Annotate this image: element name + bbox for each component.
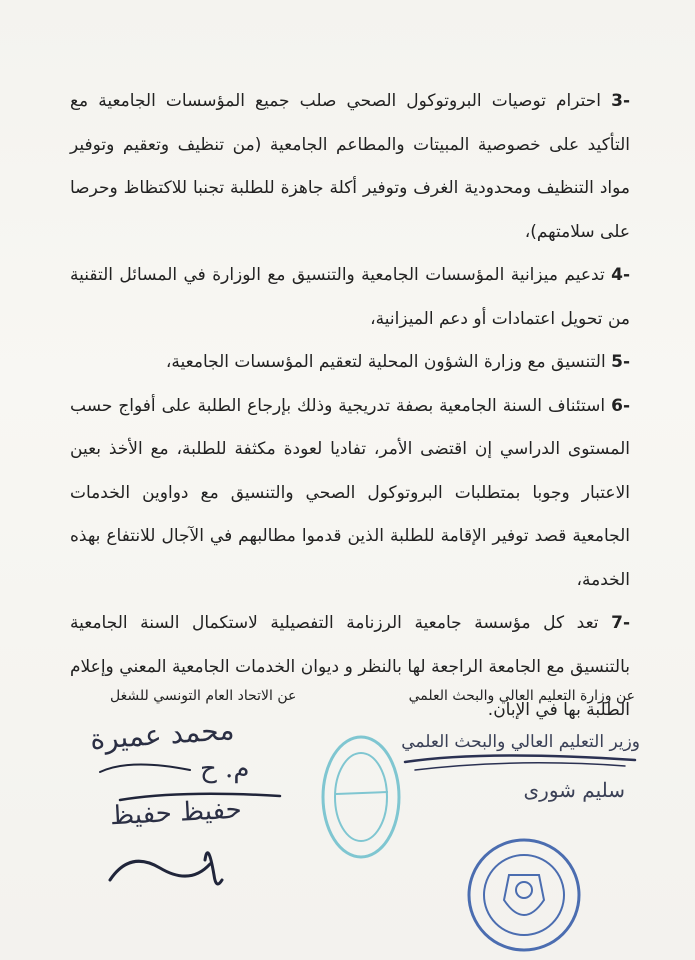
- handwritten-signature-2: م. ح: [200, 754, 250, 784]
- handwritten-signature-3: حفيظ حفيظ: [109, 794, 243, 832]
- ministry-stamp: [464, 835, 584, 955]
- union-signature-label: عن الاتحاد العام التونسي للشغل: [110, 688, 297, 704]
- paragraph-text: احترام توصيات البروتوكول الصحي صلب جميع المؤسسات الجامعية مع التأكيد على خصوصية المبيتات والمطاعم الجامعية (من تنظيف وتعقيم وتوفير مواد التنظيف ومحدودية الغرف وتوفير أكلة جاهزة للطلبة تجنبا للاكتظاظ وحرصا على سلامتهم)،: [70, 91, 630, 242]
- paragraph-number: -4: [611, 265, 631, 285]
- paragraph-5: [70, 341, 630, 385]
- ministry-signature-strike: [395, 740, 645, 780]
- handwritten-signature-1: محمد عميرة: [89, 713, 236, 756]
- paragraph-7: [70, 602, 630, 733]
- ministry-signature-label: عن وزارة التعليم العالي والبحث العلمي: [408, 688, 635, 704]
- paragraph-number: -7: [611, 613, 630, 633]
- ministry-signature-name: سليم شورى: [523, 778, 625, 802]
- paragraph-number: -3: [611, 91, 630, 111]
- document-body: [70, 80, 630, 733]
- union-stamp: [318, 732, 404, 862]
- paragraph-text: تعد كل مؤسسة جامعية الرزنامة التفصيلية لاستكمال السنة الجامعية بالتنسيق مع الجامعة الراجعة لها بالنظر و ديوان الخدمات الجامعية المعني وإعلام الطلبة بها في الإبان.: [70, 613, 630, 720]
- paragraph-number: -6: [611, 395, 630, 416]
- paragraph-3: [70, 80, 630, 254]
- signature-scribble: [90, 740, 310, 900]
- paragraph-6: [70, 385, 630, 603]
- paragraph-text: استئناف السنة الجامعية بصفة تدريجية وذلك بإرجاع الطلبة على أفواج حسب المستوى الدراسي إن اقتضى الأمر، تفاديا لعودة مكثفة للطلبة، مع الأخذ بعين الاعتبار وجوبا بمتطلبات البروتوكول الصحي والتنسيق مع دواوين الخدمات الجامعية قصد توفير الإقامة للطلبة الذين قدموا مطالبهم في الآجال للانتفاع بهذه الخدمة،: [70, 395, 630, 590]
- paragraph-text: التنسيق مع وزارة الشؤون المحلية لتعقيم المؤسسات الجامعية،: [165, 352, 606, 372]
- paragraph-4: [70, 254, 630, 341]
- paragraph-text: تدعيم ميزانية المؤسسات الجامعية والتنسيق مع الوزارة في المسائل التقنية من تحويل اعتمادات أو دعم الميزانية،: [70, 265, 630, 329]
- ministry-signature-title: وزير التعليم العالي والبحث العلمي: [401, 732, 640, 752]
- paragraph-number: -5: [611, 352, 630, 372]
